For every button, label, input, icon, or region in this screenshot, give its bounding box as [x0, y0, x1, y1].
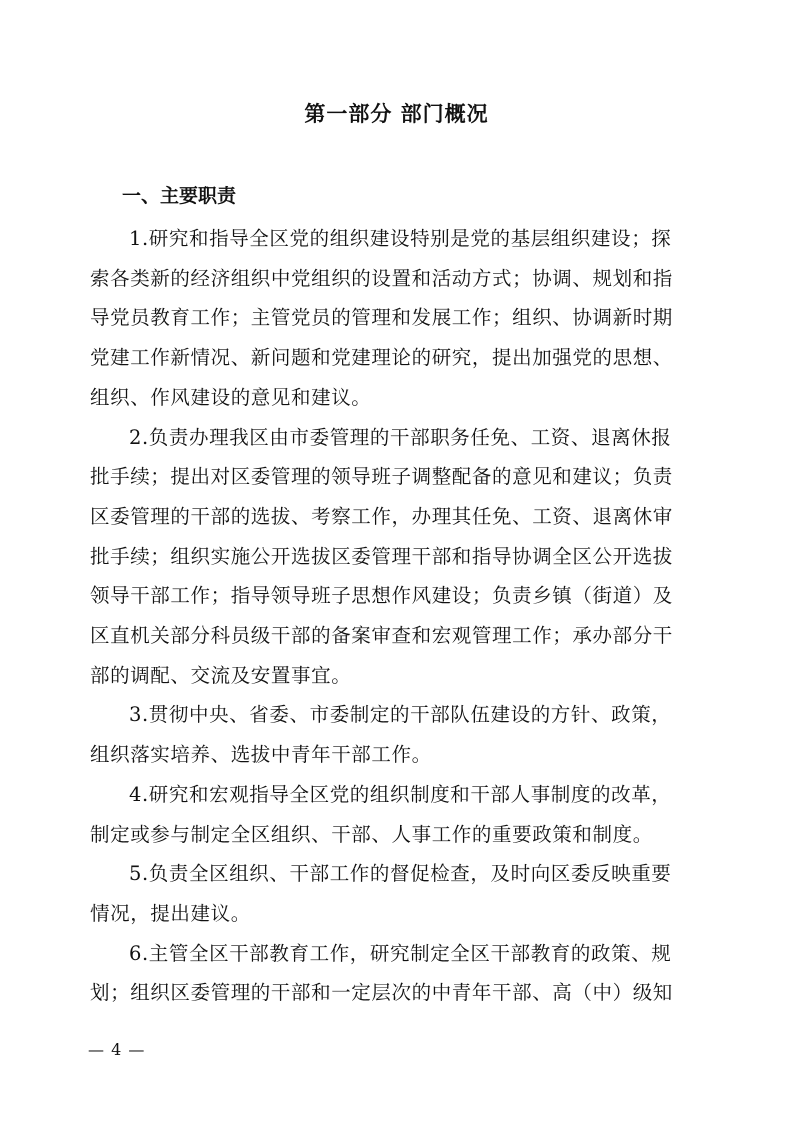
text-line: 2.负责办理我区由市委管理的干部职务任免、工资、退离休报 [129, 425, 672, 449]
paragraph-duty-5 [90, 854, 710, 933]
text-line: 组织落实培养、选拔中青年干部工作。 [90, 743, 432, 767]
text-line: 部的调配、交流及安置事宜。 [90, 663, 352, 687]
text-line: 党建工作新情况、新问题和党建理论的研究，提出加强党的思想、 [90, 346, 673, 370]
paragraph-duty-4 [90, 775, 710, 854]
text-line: 领导干部工作；指导领导班子思想作风建设；负责乡镇（街道）及 [90, 584, 673, 608]
text-line: 1.研究和指导全区党的组织建设特别是党的基层组织建设；探 [129, 227, 672, 250]
body-text [90, 219, 710, 1013]
text-line: 6.主管全区干部教育工作，研究制定全区干部教育的政策、规 [129, 941, 672, 965]
text-line: 制定或参与制定全区组织、干部、人事工作的重要政策和制度。 [90, 822, 653, 846]
text-line: 5.负责全区组织、干部工作的督促检查，及时向区委反映重要 [129, 862, 672, 886]
text-line: 批手续；组织实施公开选拔区委管理干部和指导协调全区公开选拔 [90, 544, 673, 568]
text-line: 4.研究和宏观指导全区党的组织制度和干部人事制度的改革， [129, 782, 672, 806]
text-line: 区直机关部分科员级干部的备案审查和宏观管理工作；承办部分干 [90, 624, 673, 648]
text-line: 划；组织区委管理的干部和一定层次的中青年干部、高（中）级知 [90, 981, 673, 1005]
paragraph-duty-2 [90, 418, 710, 696]
section-heading: 一、主要职责 [122, 185, 237, 207]
text-line: 3.贯彻中央、省委、市委制定的干部队伍建设的方针、政策， [129, 703, 672, 727]
paragraph-duty-6 [90, 934, 710, 1013]
text-line: 组织、作风建设的意见和建议。 [90, 385, 372, 409]
text-line: 导党员教育工作；主管党员的管理和发展工作；组织、协调新时期 [90, 306, 673, 330]
page-number: — 4 — [88, 1040, 146, 1059]
paragraph-duty-3 [90, 695, 710, 774]
paragraph-duty-1 [90, 219, 710, 418]
text-line: 批手续；提出对区委管理的领导班子调整配备的意见和建议；负责 [90, 465, 673, 489]
text-line: 情况，提出建议。 [90, 901, 251, 925]
text-line: 索各类新的经济组织中党组织的设置和活动方式；协调、规划和指 [90, 266, 673, 290]
page-title: 第一部分 部门概况 [304, 102, 489, 126]
text-line: 区委管理的干部的选拔、考察工作，办理其任免、工资、退离休审 [90, 504, 673, 528]
